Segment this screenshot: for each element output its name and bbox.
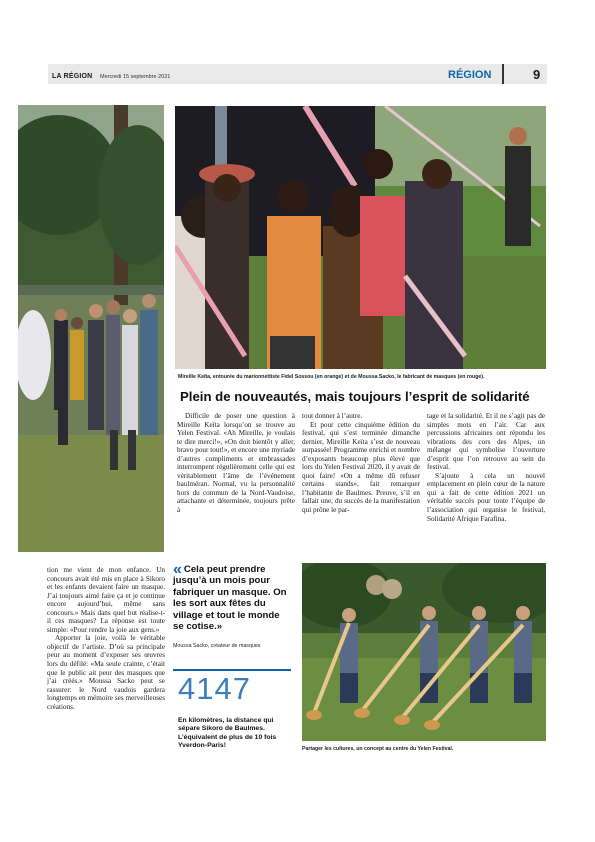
pull-quote	[173, 561, 291, 633]
quote-mark-icon: «	[173, 561, 182, 578]
alphorn-photo-caption	[302, 746, 546, 752]
pull-quote-text: Cela peut prendre jusqu’à un mois pour fabriquer un masque. On les sort aux fêtes du village et tout le monde se cotise.»	[173, 564, 287, 633]
article-column-1	[177, 412, 295, 515]
main-photo-performers	[175, 106, 546, 369]
article-paragraph: S’ajoute à cela un nouvel emplacement en plein cœur de la nature qui a fait de cette édition 2021 un véritable succès pour toute l’équipe de l’association qui organise le festival, Solidarité Afrique Farafina.	[427, 471, 545, 523]
article-column-3	[427, 412, 545, 523]
alphorn-photo	[302, 563, 546, 741]
header-divider	[502, 64, 504, 84]
main-photo-caption-text: Mireille Keïta, entourée du marionnettiste Fidel Sossou (en orange) et de Moussa Sacko, le fabricant de masques (en rouge).	[178, 374, 485, 380]
left-column-text	[47, 566, 165, 711]
alphorn-photo-caption-text: Partager les cultures, un concept au centre du Yelen Festival.	[302, 746, 454, 752]
fact-description: En kilomètres, la distance qui sépare Sikoro de Baulmes. L’équivalent de plus de 10 fois Yverdon-Paris!	[178, 717, 277, 750]
article-paragraph: Apporter la joie, voilà le véritable objectif de l’artiste. D’où sa principale peur au moment d’exposer ses œuvres lors du défilé: «Ma seule crainte, c’était que le public ait peur des masques que j’ai créés.» Moussa Sacko peut se rassurer: le Nord vaudois gardera longtemps en mémoire ses merveilleuses créations.	[47, 634, 165, 711]
article-column-2	[302, 412, 420, 515]
section-title: RÉGION	[448, 69, 492, 81]
fact-number: 4147	[178, 671, 251, 706]
page-number: 9	[533, 67, 541, 82]
main-photo-caption	[178, 374, 546, 380]
article-paragraph: tion me vient de mon enfance. Un concours avait été mis en place à Sikoro et les enfants devaient faire un masque. J’ai toujours aimé faire ça et je continue encore aujourd’hui, même sans concours.» Mais dans quel but réalise-t-il ces masques? La réponse est toute simple: «Pour rendre la joie aux gens.»	[47, 566, 165, 634]
article-paragraph: Et pour cette cinquième édition du festival, qui s’est terminée dimanche dernier, Mireille Keïta s’est de nouveau surpassée! Programme enrichi et nombre d’exposants beaucoup plus élevé que lors du Yelen Festival 2020, il y avait de quoi faire! «On a même dû refuser certains stands», fait remarquer l’habitante de Baulmes. Preuve, s’il en fallait une, du succès de la manifestation qui prône le par-	[302, 420, 420, 515]
article-paragraph: tage et la solidarité. Et il ne s’agit pas de simples mots en l’air. Car aux percussions africaines ont répondu les vibrations des cors des Alpes, un mélange qui symbolise l’ouverture d’esprit que l’on retrouve au sein du festival.	[427, 412, 545, 472]
article-headline: Plein de nouveautés, mais toujours l’esprit de solidarité	[180, 389, 530, 404]
article-paragraph: tout donner à l’autre.	[302, 412, 363, 420]
pull-quote-source: Moussa Sacko, créateur de masques	[173, 643, 261, 649]
article-paragraph: Difficile de poser une question à Mireille Keïta lorsqu’on se trouve au Yelen Festival. «Ah Mireille, je voulais te dire merci!», «On doit bientôt y aller, bravo pour tout!», et encore une myriade d’autres compliments et embrassades interrompent régulièrement celle qui est véritablement l’âme de l’événement baulméran. Normal, vu la personnalité hors du commun de la Nord-Vaudoise, attachante et déterminée, toujours prête à	[177, 412, 295, 515]
newspaper-logo: LA RÉGION	[52, 73, 93, 80]
issue-date: Mercredi 15 septembre 2021	[100, 74, 171, 80]
crowd-photo	[18, 105, 164, 552]
